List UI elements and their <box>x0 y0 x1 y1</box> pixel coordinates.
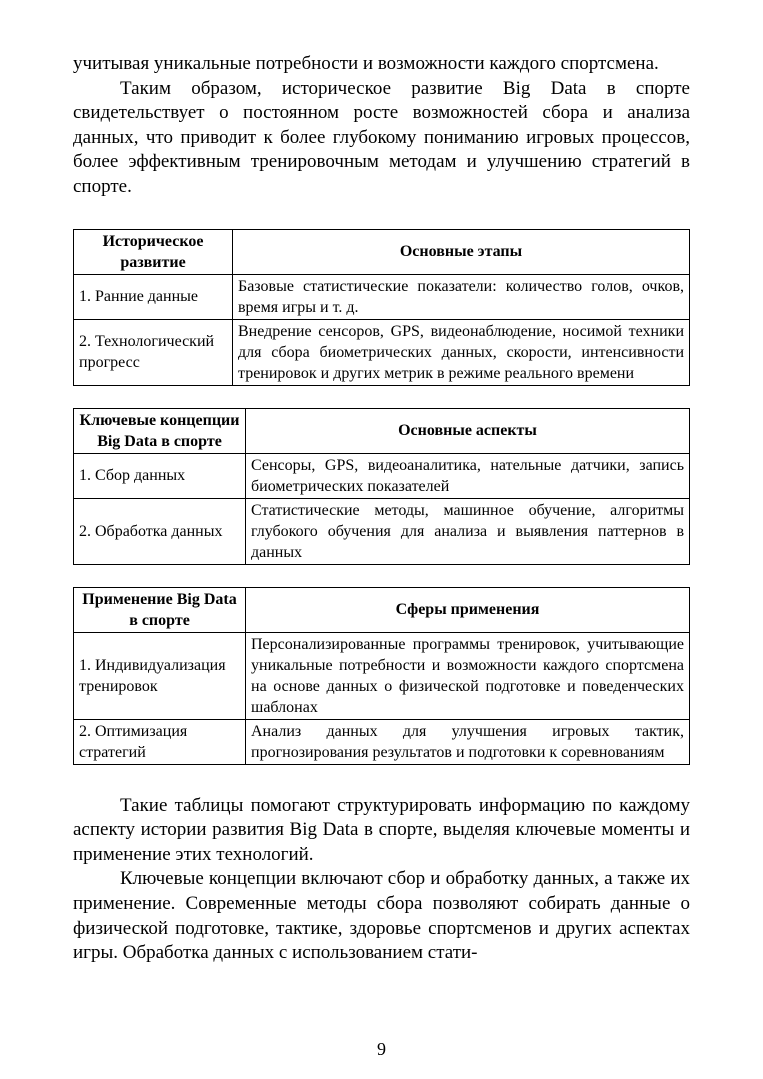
page-body <box>73 52 690 966</box>
table-header-cell: Основные этапы <box>233 229 690 274</box>
table-row <box>74 274 690 319</box>
table-row <box>74 498 690 564</box>
table-header-cell: Основные аспекты <box>246 408 690 453</box>
paragraph-continuation: учитывая уникальные потребности и возможности каждого спортсмена. <box>73 53 659 74</box>
table-header-cell: Применение Big Data в спорте <box>74 587 246 632</box>
table-header-cell: Сферы применения <box>246 587 690 632</box>
table-cell-description: Персонализированные программы тренировок, учитывающие уникальные потребности и возможности каждого спортсмена на основе данных о физической подготовке и поведенческих шаблонах <box>246 632 690 719</box>
table-row <box>74 719 690 764</box>
table-header-row <box>74 587 690 632</box>
table-historical-development <box>73 229 690 386</box>
table-header-row <box>74 229 690 274</box>
table-cell-description: Анализ данных для улучшения игровых тактик, прогнозирования результатов и подготовки к соревнованиям <box>246 719 690 764</box>
table-row <box>74 319 690 385</box>
table-cell-description: Статистические методы, машинное обучение, алгоритмы глубокого обучения для анализа и выявления паттернов в данных <box>246 498 690 564</box>
table-cell-application: 2. Оптимизация стратегий <box>74 719 246 764</box>
table-application <box>73 587 690 765</box>
table-cell-concept: 2. Обработка данных <box>74 498 246 564</box>
table-header-cell: Ключевые концепции Big Data в спорте <box>74 408 246 453</box>
table-key-concepts <box>73 408 690 565</box>
table-cell-application: 1. Индивидуализация тренировок <box>74 632 246 719</box>
table-cell-description: Базовые статистические показатели: количество голов, очков, время игры и т. д. <box>233 274 690 319</box>
paragraph-key-concepts: Ключевые концепции включают сбор и обработку данных, а также их применение. Современные методы сбора позволяют собирать данные о физической подготовке, тактике, здоровье спортсменов и других аспектах игры. Обработка данных с использованием стати- <box>73 868 690 964</box>
table-row <box>74 453 690 498</box>
paragraph-tables-summary: Такие таблицы помогают структурировать информацию по каждому аспекту истории развития Big Data в спорте, выделяя ключевые моменты и применение этих технологий. <box>73 794 690 865</box>
paragraph-historical-summary: Таким образом, историческое развитие Big Data в спорте свидетельствует о постоянном росте возможностей сбора и анализа данных, что приводит к более глубокому пониманию игровых процессов, более эффективным тренировочным методам и улучшению стратегий в спорте. <box>73 77 690 197</box>
table-cell-concept: 1. Сбор данных <box>74 453 246 498</box>
page-number: 9 <box>377 1039 386 1059</box>
table-header-cell: Историческое развитие <box>74 229 233 274</box>
table-header-row <box>74 408 690 453</box>
table-row <box>74 632 690 719</box>
table-cell-description: Сенсоры, GPS, видеоаналитика, нательные датчики, запись биометрических показателей <box>246 453 690 498</box>
table-cell-stage: 2. Технологический прогресс <box>74 319 233 385</box>
table-cell-description: Внедрение сенсоров, GPS, видеонаблюдение, носимой техники для сбора биометрических данных, скорости, интенсивности тренировок и других метрик в режиме реального времени <box>233 319 690 385</box>
table-cell-stage: 1. Ранние данные <box>74 274 233 319</box>
